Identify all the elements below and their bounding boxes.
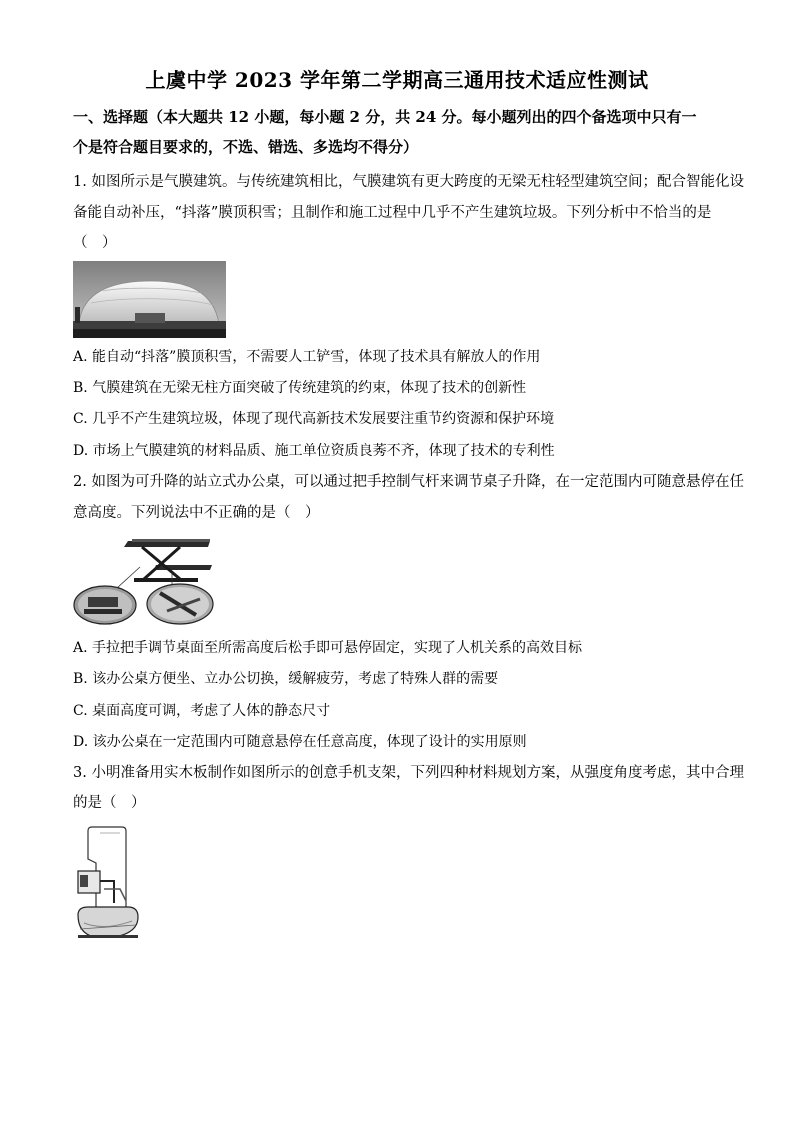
q1-option-a: A. 能自动“抖落”膜顶积雪，不需要人工铲雪，体现了技术具有解放人的作用	[73, 349, 541, 365]
q1-option-d: D. 市场上气膜建筑的材料品质、施工单位资质良莠不齐，体现了技术的专利性	[73, 443, 555, 459]
q2-stem-line1: 2. 如图为可升降的站立式办公桌，可以通过把手控制气杆来调节桌子升降，在一定范围内可随意悬停在任	[73, 474, 744, 490]
q3-stem-line1: 3. 小明准备用实木板制作如图所示的创意手机支架，下列四种材料规划方案，从强度角度考虑，其中合理	[73, 765, 744, 781]
section-heading-line1: 一、选择题（本大题共 12 小题，每小题 2 分，共 24 分。每小题列出的四个备选项中只有一	[73, 108, 697, 126]
standing-desk-image	[72, 533, 217, 625]
q1-stem-line3: （ ）	[73, 235, 117, 251]
q1-stem-line1: 1. 如图所示是气膜建筑。与传统建筑相比，气膜建筑有更大跨度的无梁无柱轻型建筑空间；配合智能化设	[73, 174, 744, 190]
air-dome-building-image	[73, 261, 226, 338]
q3-stem-line2: 的是（ ）	[73, 795, 146, 811]
q2-option-d: D. 该办公桌在一定范围内可随意悬停在任意高度，体现了设计的实用原则	[73, 734, 527, 750]
section-heading-line2: 个是符合题目要求的，不选、错选、多选均不得分）	[73, 138, 419, 156]
q2-stem-line2: 意高度。下列说法中不正确的是（ ）	[73, 505, 320, 521]
q2-option-c: C. 桌面高度可调，考虑了人体的静态尺寸	[73, 703, 331, 719]
q1-option-c: C. 几乎不产生建筑垃圾，体现了现代高新技术发展要注重节约资源和保护环境	[73, 411, 555, 427]
phone-stand-image	[74, 823, 144, 943]
q2-option-a: A. 手拉把手调节桌面至所需高度后松手即可悬停固定，实现了人机关系的高效目标	[73, 640, 583, 656]
q1-stem-line2: 备能自动补压，“抖落”膜顶积雪；且制作和施工过程中几乎不产生建筑垃圾。下列分析中不恰当的是	[73, 205, 712, 221]
q2-option-b: B. 该办公桌方便坐、立办公切换，缓解疲劳，考虑了特殊人群的需要	[73, 671, 499, 687]
page-title: 上虞中学 2023 学年第二学期高三通用技术适应性测试	[145, 68, 649, 92]
q1-option-b: B. 气膜建筑在无梁无柱方面突破了传统建筑的约束，体现了技术的创新性	[73, 380, 527, 396]
